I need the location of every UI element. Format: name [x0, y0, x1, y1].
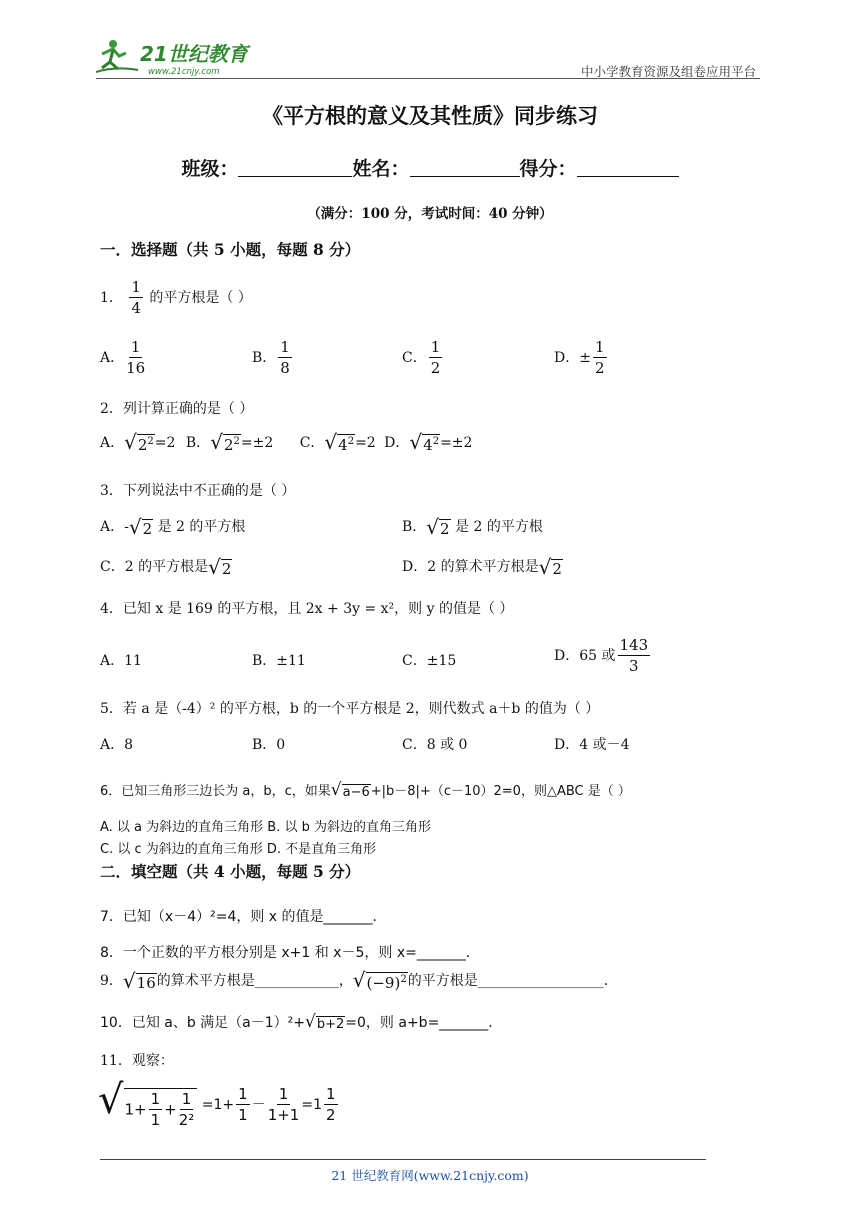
q3-option-c[interactable]: C．2 的平方根是 √ 2 — [100, 554, 232, 579]
name-blank[interactable] — [410, 158, 520, 177]
q2-option-b[interactable]: B． √ $2^2$ =±2 — [185, 430, 274, 455]
q4-option-a[interactable]: A．11 — [100, 653, 142, 669]
q1-option-b[interactable]: B． $\frac{1}{8}$ — [252, 338, 290, 377]
question-10: 10．已知 a、b 满足（a－1）²+ √ b+2 =0，则 a+b=_______． — [100, 1011, 503, 1032]
q2-option-a[interactable]: A． √ $2^2$ =2 — [100, 430, 176, 455]
header-platform-text: 中小学教育资源及组卷应用平台 — [580, 64, 756, 79]
q1-fraction: $\frac{1}{4}$ — [131, 278, 141, 317]
page-title: 《平方根的意义及其性质》同步练习 — [262, 103, 598, 128]
q1-option-c[interactable]: C． $\frac{1}{2}$ — [402, 338, 441, 377]
student-info-fields — [0, 154, 860, 181]
q1-option-d[interactable]: D．± $\frac{1}{2}$ — [554, 338, 605, 377]
question-11: 11．观察： — [100, 1053, 174, 1069]
question-7: 7．已知（x－4）²=4，则 x 的值是_______． — [100, 909, 387, 925]
score-note: （满分：100 分，考试时间：40 分钟） — [307, 206, 553, 222]
q4-option-b[interactable]: B．±11 — [252, 653, 306, 669]
q1-option-a[interactable]: A． $\frac{1}{16}$ — [100, 338, 146, 377]
question-1 — [100, 280, 252, 316]
q1-text: 的平方根是（ ） — [149, 290, 252, 306]
class-blank[interactable] — [238, 158, 352, 177]
question-5: 5．若 a 是（-4）² 的平方根，b 的一个平方根是 2，则代数式 a＋b 的值为（ ） — [100, 701, 600, 717]
score-blank[interactable] — [577, 158, 679, 177]
question-9: 9． √ 16 的算术平方根是____________， √ $(-9)^2$ 的平方根是__________________． — [100, 968, 618, 993]
header-divider — [96, 78, 760, 79]
name-label: 姓名： — [352, 158, 410, 180]
question-6: 6．已知三角形三边长为 a，b，c，如果 √ a−6 +|b－8|+（c－10）2=0，则△ABC 是（ ） — [100, 780, 631, 801]
q3-option-d[interactable]: D．2 的算术平方根是 √ 2 — [402, 554, 562, 579]
q3-option-a[interactable]: A．- √ 2 是 2 的平方根 — [100, 514, 246, 539]
score-label: 得分： — [519, 158, 577, 180]
q5-option-c[interactable]: C．8 或 0 — [402, 737, 468, 753]
q6-options-cd[interactable]: C. 以 c 为斜边的直角三角形 D. 不是直角三角形 — [100, 842, 377, 857]
footer-text[interactable]: 21 世纪教育网(www.21cnjy.com) — [331, 1168, 529, 1183]
q4-option-d[interactable]: D．65 或 $\frac{143}{3}$ — [554, 636, 649, 675]
question-2: 2．列计算正确的是（ ） — [100, 401, 254, 417]
q5-option-b[interactable]: B．0 — [252, 737, 286, 753]
footer-divider — [100, 1159, 706, 1160]
runner-icon — [96, 40, 138, 72]
question-8: 8．一个正数的平方根分别是 x+1 和 x－5，则 x=_______． — [100, 945, 480, 961]
logo-text: 21世纪教育 — [140, 42, 248, 66]
question-4: 4．已知 x 是 169 的平方根，且 2x + 3y = x²，则 y 的值是（ ） — [100, 601, 514, 617]
q5-option-d[interactable]: D．4 或－4 — [554, 737, 630, 753]
q2-options — [100, 432, 472, 454]
question-3: 3．下列说法中不正确的是（ ） — [100, 483, 296, 499]
q4-option-c[interactable]: C．±15 — [402, 653, 457, 669]
logo-url: www.21cnjy.com — [148, 67, 220, 77]
q1-number: 1． — [100, 290, 123, 306]
class-label: 班级： — [181, 158, 239, 180]
q3-option-b[interactable]: B． √ 2 是 2 的平方根 — [402, 514, 543, 539]
q11-formula: √ 1+ $\frac{1}{1}$ + $\frac{1}{\text{2²}}$ =1+ $\frac{1}{1}$ － $\frac{1}{1+1}$ =1 $\frac{1}{2}$ — [98, 1077, 336, 1129]
q5-option-a[interactable]: A．8 — [100, 737, 134, 753]
q2-option-c[interactable]: C． √ $4^2$ =2 — [299, 430, 376, 455]
q2-option-d[interactable]: D． √ $4^2$ =±2 — [384, 430, 473, 455]
logo — [96, 36, 266, 78]
section-choice-heading: 一．选择题（共 5 小题，每题 8 分） — [100, 240, 361, 259]
section-fill-heading: 二．填空题（共 4 小题，每题 5 分） — [100, 862, 361, 881]
q6-options-ab[interactable]: A. 以 a 为斜边的直角三角形 B. 以 b 为斜边的直角三角形 — [100, 820, 431, 835]
